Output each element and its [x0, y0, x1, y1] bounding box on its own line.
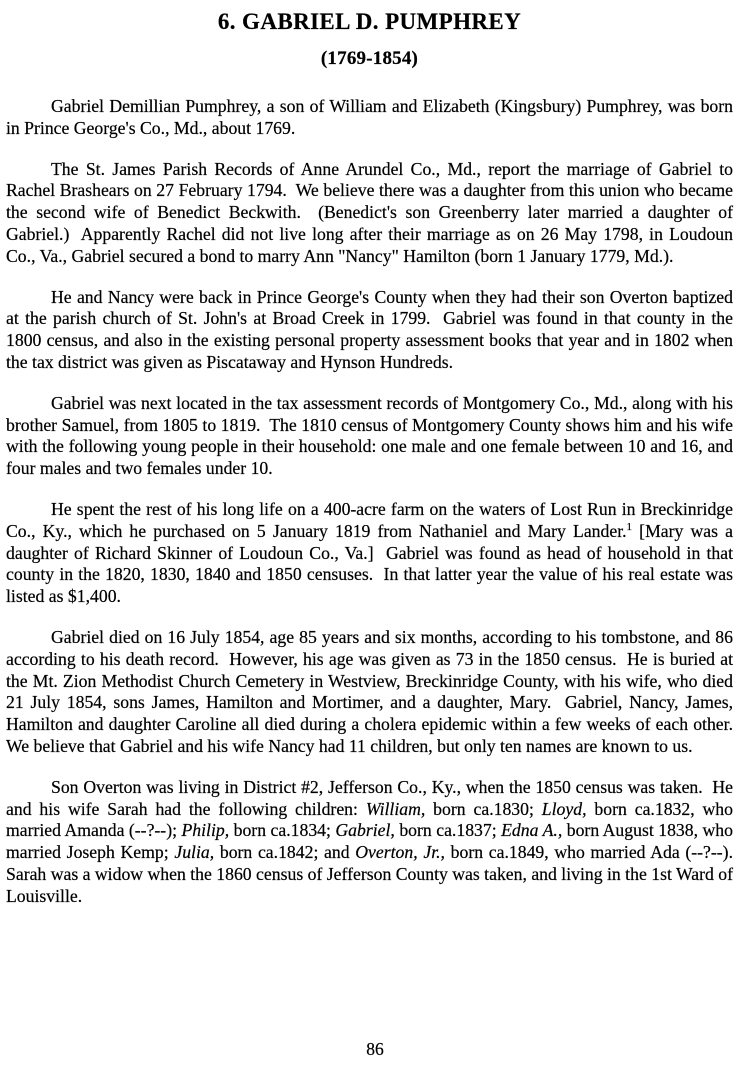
paragraph-kentucky-farm: He spent the rest of his long life on a 400-acre farm on the waters of Lost Run in Breckinridge Co., Ky., which he purchased on 5 January 1819 from Nathaniel and Mary Lander.$^1$ [Mary was a daughter of Richard Skinner of Loudoun Co., Va.] Gabriel was found as head of household in that county in the 1820, 1830, 1840 and 1850 censuses. In that latter year the value of his real estate was listed as $1,400.	[6, 498, 738, 607]
paragraph-prince-georges-county: He and Nancy were back in Prince George's County when they had their son Overton baptized at the parish church of St. John's at Broad Creek in 1799. Gabriel was found in that county in the 1800 census, and also in the existing personal property assessment books that year and in 1802 when the tax district was given as Piscataway and Hynson Hundreds.	[6, 286, 738, 372]
body-text	[6, 96, 742, 908]
page-title: 6. GABRIEL D. PUMPHREY	[217, 9, 522, 34]
paragraph-parentage: Gabriel Demillian Pumphrey, a son of William and Elizabeth (Kingsbury) Pumphrey, was born in Prince George's Co., Md., about 1769.	[6, 96, 738, 138]
paragraph-montgomery-county: Gabriel was next located in the tax assessment records of Montgomery Co., Md., along with his brother Samuel, from 1805 to 1819. The 1810 census of Montgomery County shows him and his wife with the following young people in their household: one male and one female between 10 and 16, and four males and two females under 10.	[6, 392, 738, 479]
paragraph-son-overton: Son Overton was living in District #2, Jefferson Co., Ky., when the 1850 census was taken. He and his wife Sarah had the following children: William, born ca.1830; Lloyd, born ca.1832, who married Amanda (--?--); Philip, born ca.1834; Gabriel, born ca.1837; Edna A., born August 1838, who married Joseph Kemp; Julia, born ca.1842; and Overton, Jr., born ca.1849, who married Ada (--?--). Sarah was a widow when the 1860 census of Jefferson County was taken, and living in the 1st Ward of Louisville.	[6, 776, 742, 906]
page-number: 86	[366, 1039, 384, 1059]
paragraph-death: Gabriel died on 16 July 1854, age 85 years and six months, according to his tombstone, and 86 according to his death record. However, his age was given as 73 in the 1850 census. He is buried at the Mt. Zion Methodist Church Cemetery in Westview, Breckinridge County, with his wife, who died 21 July 1854, sons James, Hamilton and Mortimer, and a daughter, Mary. Gabriel, Nancy, James, Hamilton and daughter Caroline all died during a cholera epidemic within a few weeks of each other. We believe that Gabriel and his wife Nancy had 11 children, but only ten names are known to us.	[6, 626, 742, 756]
life-dates: (1769-1854)	[320, 48, 419, 69]
paragraph-marriages: The St. James Parish Records of Anne Arundel Co., Md., report the marriage of Gabriel to Rachel Brashears on 27 February 1794. We believe there was a daughter from this union who became the second wife of Benedict Beckwith. (Benedict's son Greenberry later married a daughter of Gabriel.) Apparently Rachel did not live long after their marriage as on 26 May 1798, in Loudoun Co., Va., Gabriel secured a bond to marry Ann "Nancy" Hamilton (born 1 January 1779, Md.).	[6, 158, 738, 266]
